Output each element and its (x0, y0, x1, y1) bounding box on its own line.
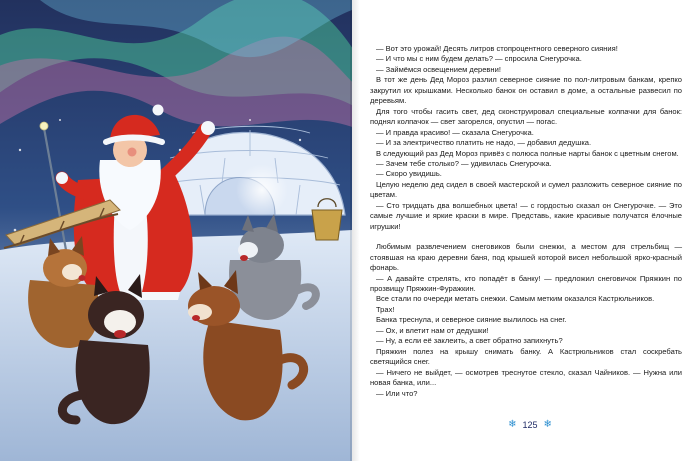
paragraph: В следующий раз Дед Мороз привёз с полюса полные нарты банок с цветным снегом. (376, 148, 679, 158)
paragraph: Банка треснула, и северное сияние вылилось на снег. (376, 315, 567, 325)
paragraph: Пряжкин полез на крышу снимать банку. А Кастрюльников стал соскребать светящийся снег. (370, 346, 682, 367)
paragraph: — Вот это урожай! Десять литров стопроцентного северного сияния! (376, 44, 618, 53)
page-gutter (350, 0, 360, 461)
paragraph: — Ничего не выйдет, — осмотрев треснутое стекло, сказал Чайников. — Нужна или новая банка, или... (370, 367, 682, 388)
paragraph: — Ох, и влетит нам от дедушки! (376, 325, 489, 335)
paragraph: — Ну, а если её заклеить, а свет обратно запихнуть? (376, 336, 563, 346)
story-text (370, 44, 682, 399)
paragraph: — Скоро увидишь. (376, 169, 442, 179)
paragraph: — А давайте стрелять, кто попадёт в банку! — предложил снеговичок Пряжкин по прозвищу Пряжкин-Фуражкин. (370, 273, 682, 293)
paragraph: Целую неделю дед сидел в своей мастерской и сумел разложить северное сияние по цветам. (370, 179, 682, 200)
paragraph: — Зачем тебе столько? — удивилась Снегурочка. (376, 158, 552, 168)
snowflake-icon: ❄ (508, 419, 517, 430)
paragraph: — И правда красиво! — сказала Снегурочка. (376, 127, 534, 137)
paragraph: Для того чтобы гасить свет, дед сконструировал специальные колпачки для банок: поднял колпачок — свет загорелся, опустил — погас. (370, 106, 682, 127)
paragraph: Трах! (376, 304, 395, 314)
paragraph: — Или что? (376, 388, 418, 398)
paragraph: Любимым развлечением снеговиков были снежки, а местом для стрельбищ — стоявшая на краю деревни баня, под крышей которой висел небольшой ярко-красный фонарь. (370, 242, 682, 273)
paragraph: В тот же день Дед Мороз разлил северное сияние по пол-литровым банкам, крепко закрутил их крышками. Несколько банок он оставил в доме, а остальные развесил по деревьям. (370, 75, 682, 106)
paragraph: — И за электричество платить не надо, — добавил дедушка. (376, 138, 592, 148)
paragraph: — Займёмся освещением деревни! (376, 64, 501, 74)
text-page (360, 0, 700, 461)
snowflake-icon: ❄ (543, 419, 552, 430)
paragraph: — Сто тридцать два волшебных цвета! — с гордостью сказал он Снегурочке. — Это самые лучшие и яркие краски в мире. Представь, какие красивые получатся ёлочные игрушки! (370, 200, 682, 231)
paragraph: Все стали по очереди метать снежки. Самым метким оказался Кастрюльников. (376, 294, 655, 304)
paragraph: — И что мы с ним будем делать? — спросила Снегурочка. (376, 54, 582, 64)
page-number: 125 (522, 420, 538, 430)
page-footer (360, 418, 700, 432)
